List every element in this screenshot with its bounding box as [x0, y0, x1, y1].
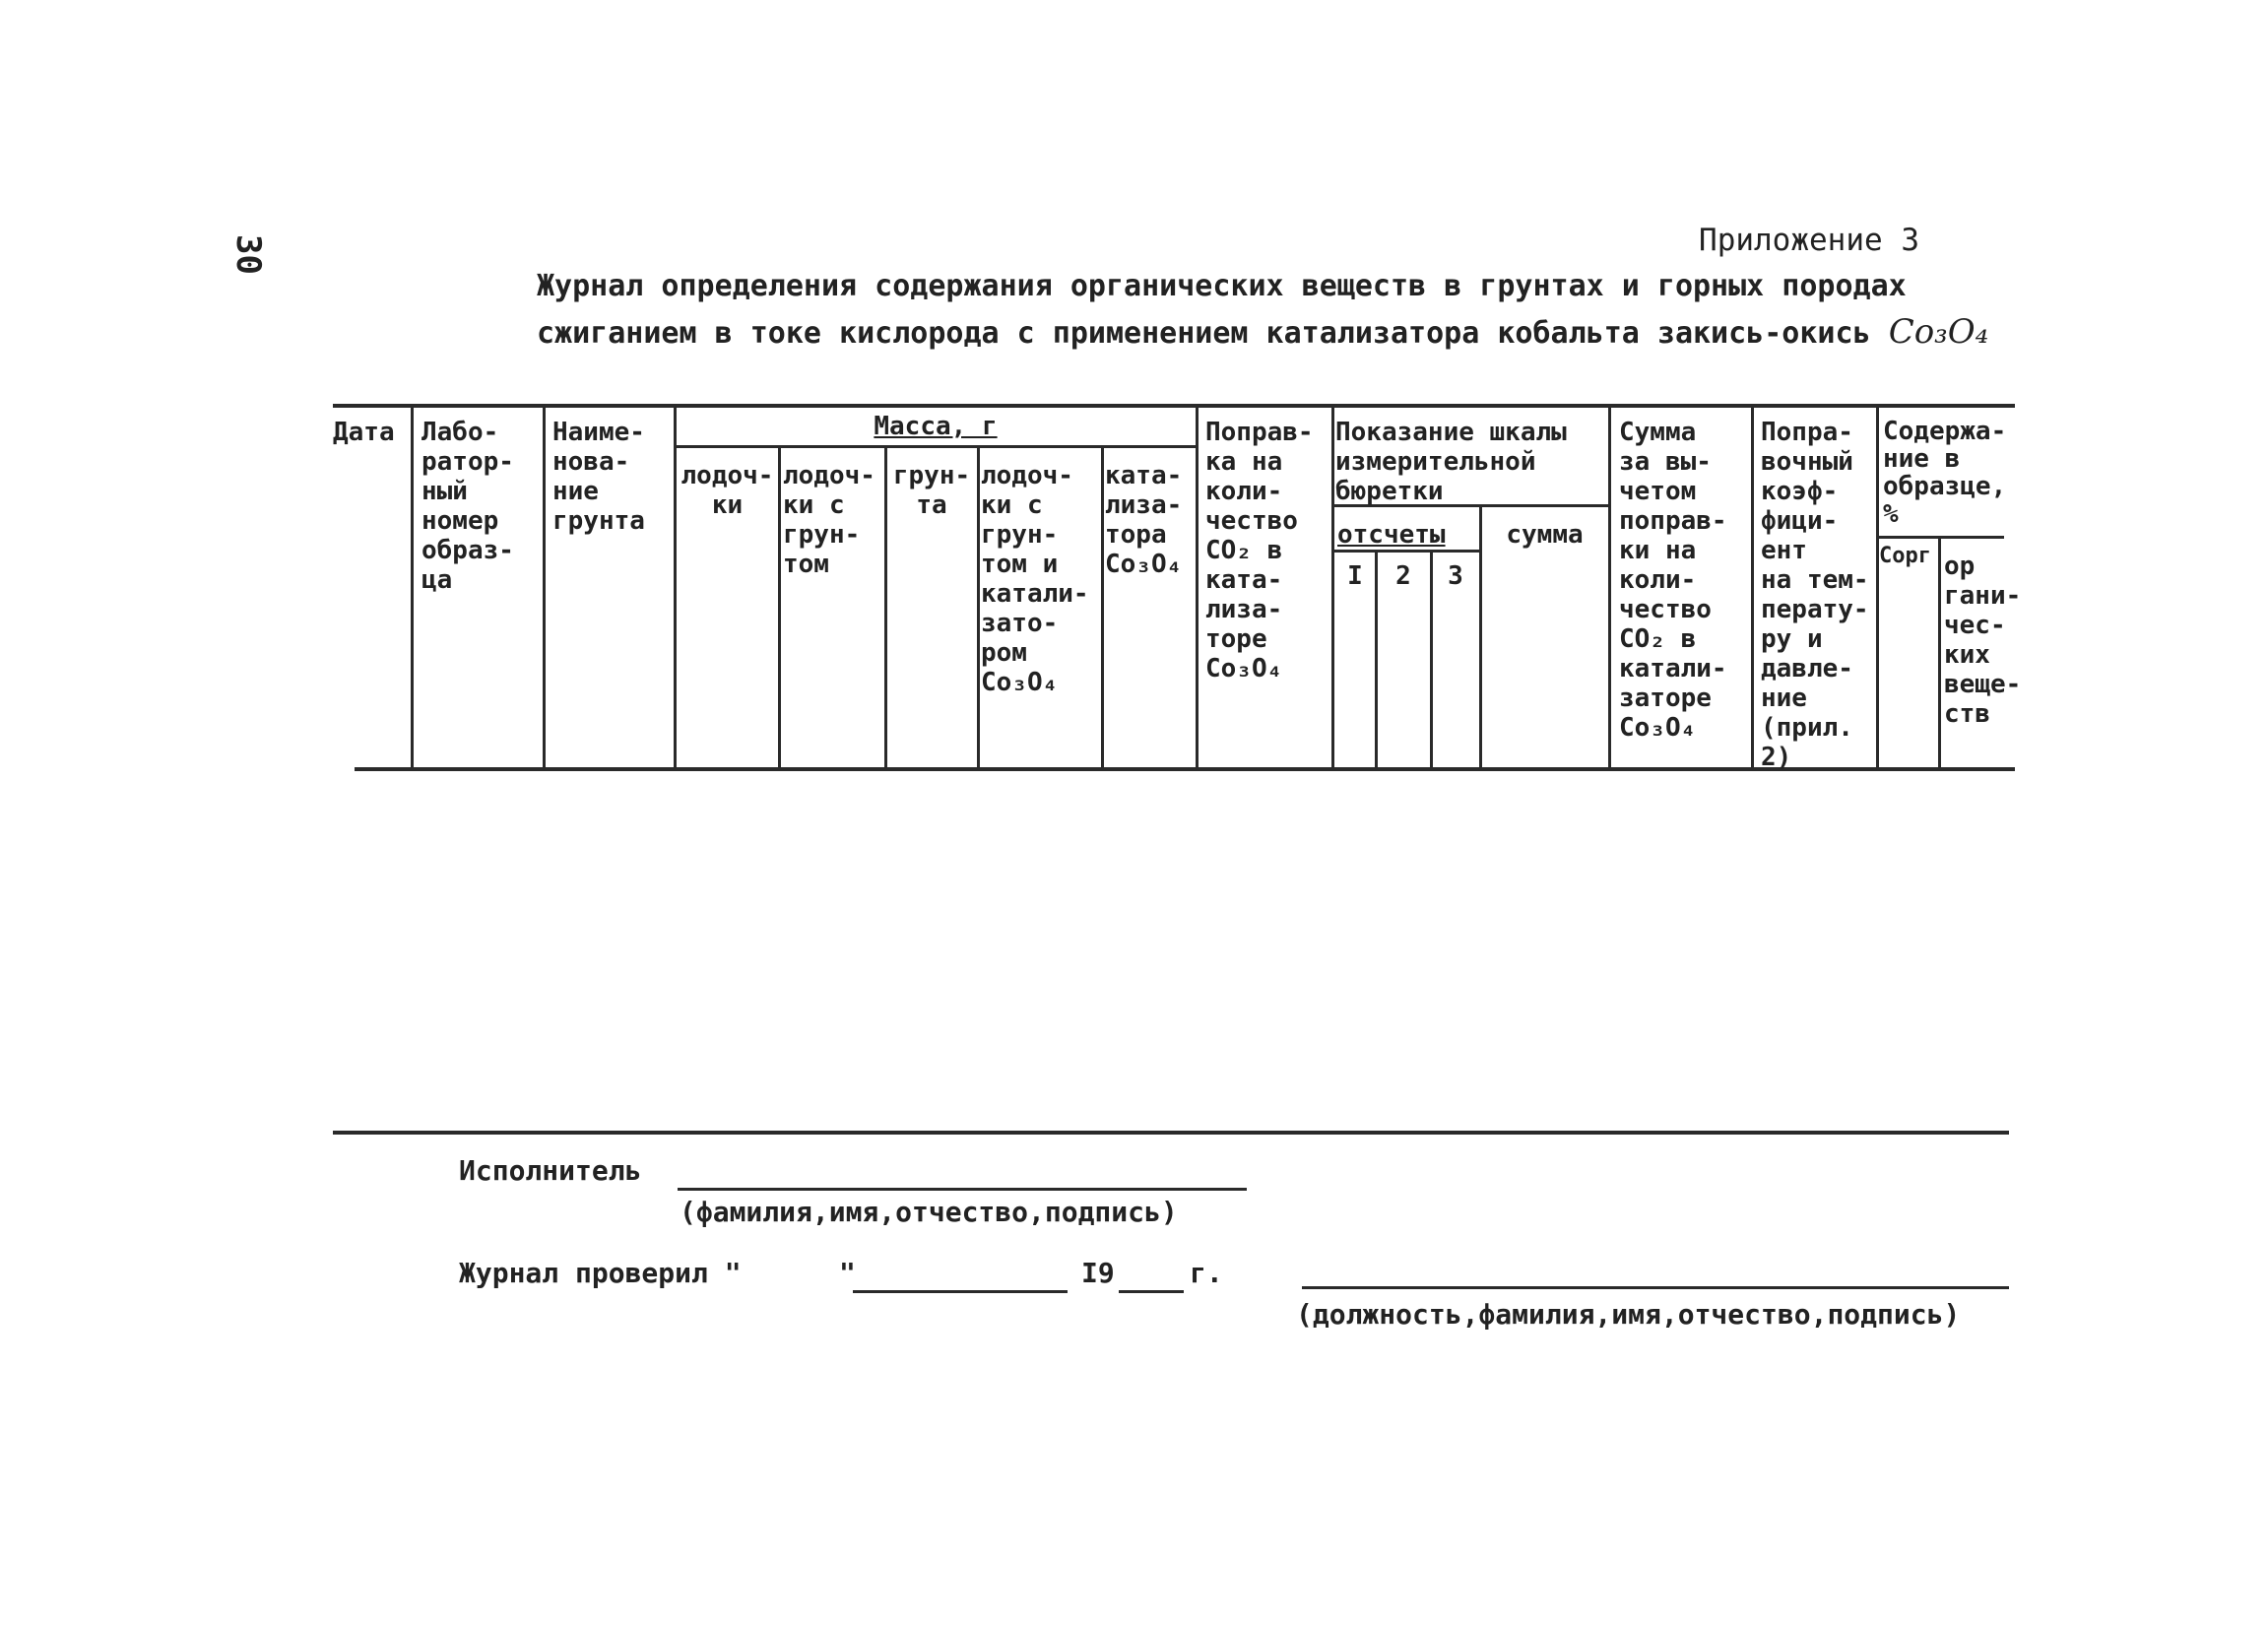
checked-label: Журнал проверил " — [459, 1257, 742, 1289]
title-line-2 — [537, 309, 1988, 357]
col-divider — [1938, 538, 1941, 768]
col-divider — [1876, 406, 1879, 768]
executor-caption: (фамилия,имя,отчество,подпись) — [680, 1196, 1178, 1228]
header-co2-correction: Поправ- ка на коли- чество CO₂ в ката- лиза- торе Co₃O₄ — [1205, 418, 1314, 683]
col-divider — [1751, 406, 1754, 768]
header-burette-group: Показание шкалы измерительной бюретки — [1335, 418, 1567, 506]
header-mass-soil: грун- та — [892, 461, 971, 520]
header-mass-catalyst: ката- лиза- тора Co₃O₄ — [1105, 461, 1183, 579]
header-lab-number: Лабо- ратор- ный номер образ- ца — [421, 418, 514, 595]
header-soil-name: Наиме- нова- ние грунта — [552, 418, 645, 536]
page-number: 30 — [228, 234, 268, 275]
position-caption: (должность,фамилия,имя,отчество,подпись) — [1296, 1298, 1961, 1331]
table-top-rule — [333, 404, 2015, 408]
header-correction-coefficient: Попра- вочный коэф- фици- ент на тем- перату- ру и давле- ние (прил. 2) — [1761, 418, 1869, 772]
col-divider — [1331, 406, 1334, 768]
content-group-rule — [1878, 536, 2004, 539]
footer-separator — [333, 1131, 2009, 1135]
header-mass-boat-soil-catalyst: лодоч- ки с грун- том и катали- зато- ром Co₃O₄ — [981, 461, 1089, 697]
header-readings-group: отсчеты — [1337, 520, 1446, 550]
title-line-2-text: сжиганием в токе кислорода с применением катализатора кобальта закись-окись — [537, 316, 1871, 351]
header-reading-3: 3 — [1448, 561, 1463, 591]
year-suffix: г. — [1190, 1257, 1223, 1289]
readings-rule — [1333, 550, 1479, 553]
header-reading-2: 2 — [1395, 561, 1411, 591]
checked-date-line[interactable] — [853, 1290, 1068, 1293]
header-mass-boat-soil: лодоч- ки с грун- том — [783, 461, 875, 579]
executor-label: Исполнитель — [459, 1154, 642, 1187]
header-reading-1: I — [1347, 561, 1363, 591]
header-mass-group: Масса, г — [874, 412, 998, 441]
header-readings-sum: сумма — [1506, 520, 1584, 550]
mass-group-rule — [676, 445, 1196, 448]
header-sum-minus-correction: Сумма за вы- четом поправ- ки на коли- чество CO₂ в катали- заторе Co₃O₄ — [1619, 418, 1727, 743]
title-line-1: Журнал определения содержания органических веществ в грунтах и горных породах — [537, 269, 1907, 303]
col-divider — [1196, 406, 1199, 768]
col-divider — [411, 406, 414, 768]
header-mass-boat: лодоч- ки — [680, 461, 774, 520]
position-signature-line[interactable] — [1302, 1286, 2009, 1289]
col-divider — [543, 406, 546, 768]
document-title — [537, 264, 1988, 357]
checked-quote: " — [839, 1257, 856, 1289]
year-line[interactable] — [1119, 1290, 1184, 1293]
title-formula: Co₃O₄ — [1888, 312, 1989, 352]
header-date: Дата — [333, 418, 395, 447]
col-divider — [778, 447, 781, 768]
col-divider — [1608, 406, 1611, 768]
year-prefix: I9 — [1081, 1257, 1115, 1289]
col-divider — [977, 447, 980, 768]
col-divider — [1101, 447, 1104, 768]
header-c-org: Cорг — [1879, 544, 1931, 568]
executor-signature-line[interactable] — [678, 1188, 1247, 1191]
header-content-group: Содержа- ние в образце, % — [1883, 417, 2007, 529]
header-organic-substances: ор гани- чес- ких веще- ств — [1944, 552, 2022, 729]
appendix-label: Приложение 3 — [1699, 223, 1919, 258]
